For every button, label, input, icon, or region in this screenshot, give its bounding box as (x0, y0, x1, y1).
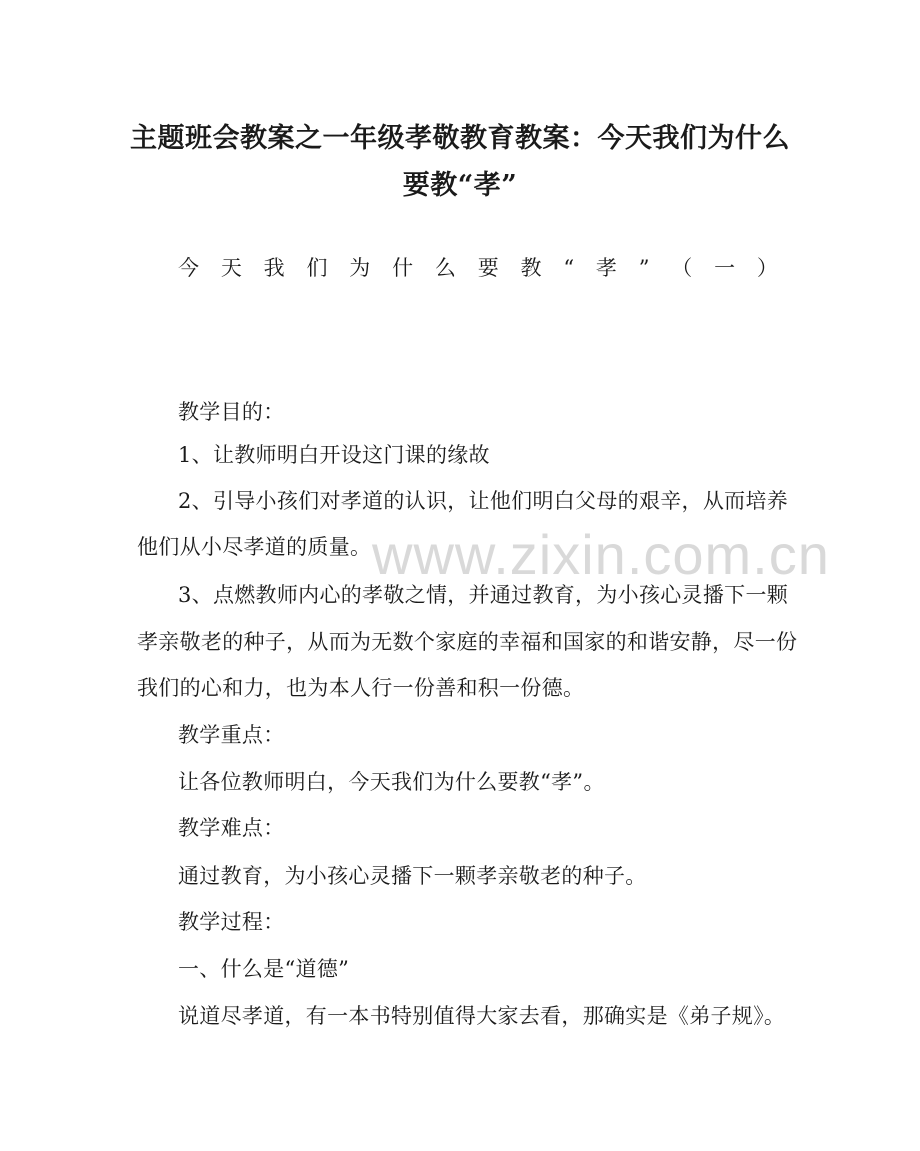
paragraph-process-label: 教学过程： (178, 910, 285, 934)
paragraph-key-point-label: 教学重点： (178, 723, 285, 747)
paragraph-teaching-goal-label: 教学目的： (178, 400, 285, 424)
paragraph-key-point: 让各位教师明白，今天我们为什么要教“孝”。 (178, 770, 605, 794)
heading-char: （ (671, 256, 693, 280)
heading-char: 为 (349, 256, 371, 280)
heading-char: ” (638, 256, 650, 280)
heading-char: 要 (477, 256, 499, 280)
heading-char: 今 (178, 256, 199, 280)
heading-char: ） (756, 256, 778, 280)
heading-char: “ (563, 256, 575, 280)
paragraph-goal-2-line2: 他们从小尽孝道的质量。 (137, 535, 372, 559)
paragraph-body: 说道尽孝道，有一本书特别值得大家去看，那确实是《弟子规》。 (178, 1004, 786, 1028)
heading-char: 孝 (595, 256, 617, 280)
paragraph-difficulty: 通过教育，为小孩心灵播下一颗孝亲敬老的种子。 (178, 864, 647, 888)
heading-char: 我 (263, 256, 285, 280)
heading-char: 什 (392, 256, 414, 280)
paragraph-goal-3-line3: 我们的心和力，也为本人行一份善和积一份德。 (137, 676, 585, 700)
paragraph-goal-1: 1、让教师明白开设这门课的缘故 (178, 443, 490, 467)
heading-char: 天 (220, 256, 242, 280)
paragraph-section-one: 一、什么是“道德” (178, 957, 350, 981)
heading-char: 们 (306, 256, 328, 280)
heading-char: 么 (434, 256, 456, 280)
document-title-line1: 主题班会教案之一年级孝敬教育教案：今天我们为什么 (130, 123, 790, 154)
paragraph-goal-3-line1: 3、点燃教师内心的孝敬之情，并通过教育，为小孩心灵播下一颗 (178, 583, 789, 607)
paragraph-difficulty-label: 教学难点： (178, 816, 285, 840)
heading-char: 教 (520, 256, 542, 280)
paragraph-goal-2-line1: 2、引导小孩们对孝道的认识，让他们明白父母的艰辛，从而培养 (178, 489, 789, 513)
document-title-line2: 要教“孝” (402, 170, 518, 201)
paragraph-goal-3-line2: 孝亲敬老的种子，从而为无数个家庭的幸福和国家的和谐安静，尽一份 (137, 630, 798, 654)
watermark-text: www.zixin.com.cn (372, 523, 830, 586)
section-heading (178, 250, 778, 286)
heading-char: 一 (714, 256, 736, 280)
